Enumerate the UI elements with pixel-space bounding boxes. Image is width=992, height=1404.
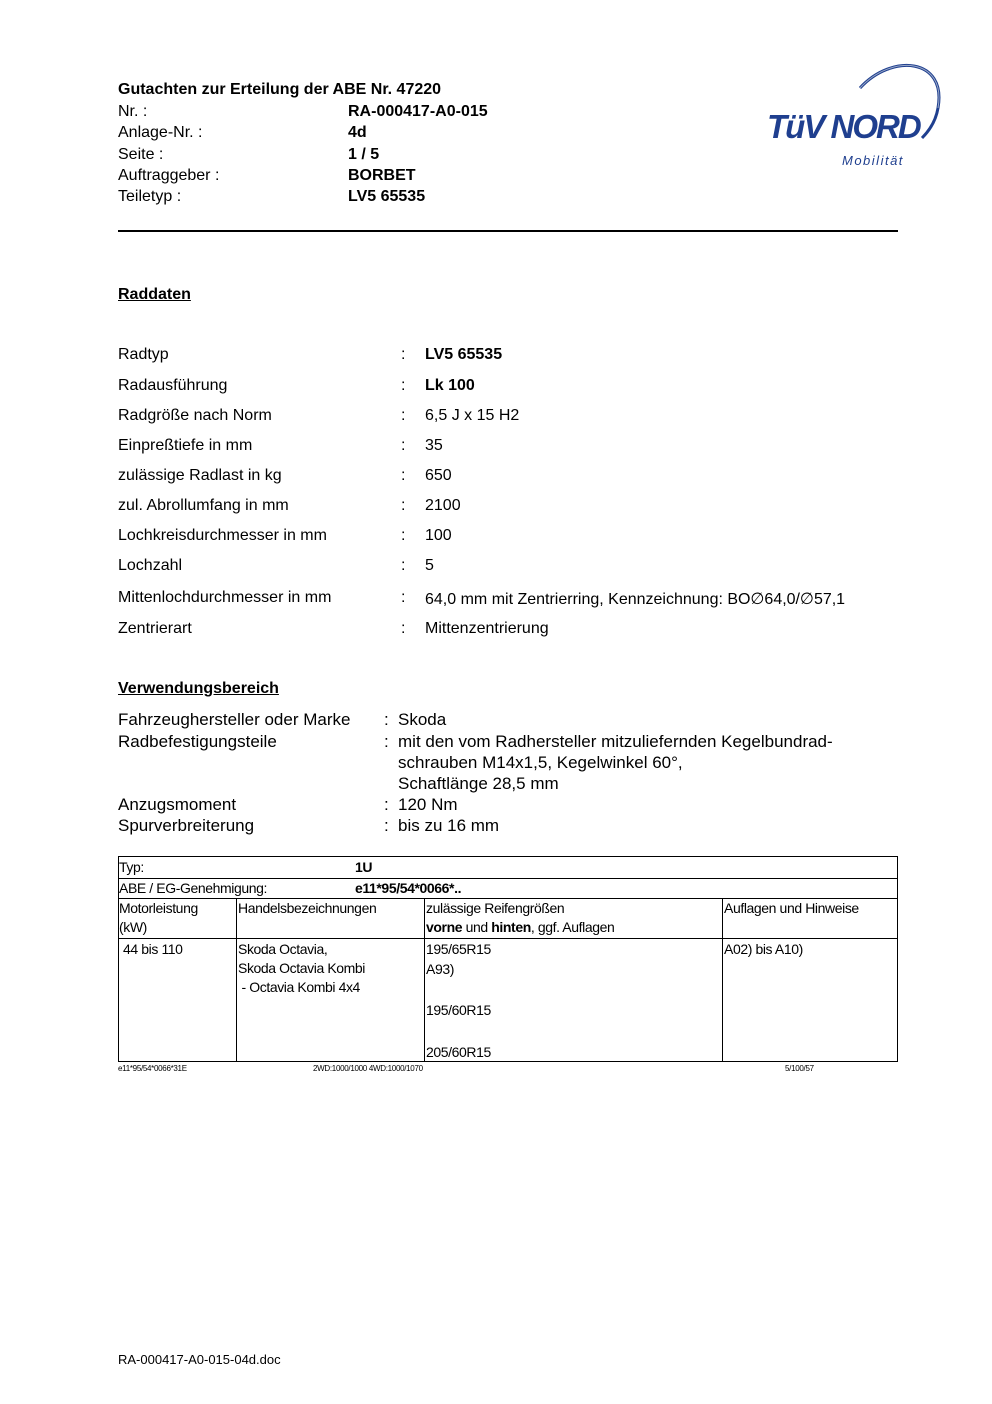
document-filename: RA-000417-A0-015-04d.doc [118,1352,281,1367]
verwendung-label: Radbefestigungsteile [118,732,277,751]
col-header-motor-unit: (kW) [119,919,147,935]
raddaten-label: Lochkreisdurchmesser in mm [118,527,327,544]
verwendung-colon: : [384,710,389,729]
raddaten-colon: : [401,497,406,514]
raddaten-value: 35 [425,437,443,454]
col-header-handel: Handelsbezeichnungen [238,900,377,916]
raddaten-value: 650 [425,467,452,484]
raddaten-value: Lk 100 [425,377,475,394]
raddaten-label: Radausführung [118,377,228,394]
raddaten-label: Radtyp [118,346,169,363]
verwendung-value: Skoda [398,710,447,729]
raddaten-colon: : [401,346,406,363]
raddaten-value: 64,0 mm mit Zentrierring, Kennzeichnung: BO∅64,0/∅57,1 [425,591,846,608]
raddaten-value: 2100 [425,497,461,514]
raddaten-value: 6,5 J x 15 H2 [425,407,520,424]
raddaten-value: Mittenzentrierung [425,620,549,637]
raddaten-label: Lochzahl [118,557,183,574]
typ-label: Typ: [119,859,144,875]
cell-handel-line: Skoda Octavia Kombi [238,960,366,976]
abe-value: e11*95/54*0066*.. [355,880,462,896]
table-col-divider [424,898,425,1061]
raddaten-colon: : [401,377,406,394]
cell-reifen-line: 205/60R15 [426,1044,491,1060]
verwendung-label: Spurverbreiterung [118,816,255,835]
col-header-vorne: vorne [426,919,463,935]
table-footer-right: 5/100/57 [785,1064,814,1073]
header-label: Auftraggeber : [118,167,220,184]
tuv-nord-logo-graphic [762,58,942,170]
verwendung-value: mit den vom Radhersteller mitzuliefernden Kegelbundrad- [398,732,833,751]
raddaten-colon: : [401,407,406,424]
table-col-divider [236,898,237,1061]
verwendung-colon: : [384,732,389,751]
table-footer-left: e11*95/54*0066*31E [118,1064,187,1073]
col-header-reifen: zulässige Reifengrößen [426,900,565,916]
tuv-nord-logo [762,58,942,170]
raddaten-value: 5 [425,557,434,574]
abe-label: ABE / EG-Genehmigung: [119,880,268,896]
logo-sub-text: Mobilität [842,153,904,168]
raddaten-value: 100 [425,527,452,544]
header-value: 1 / 5 [348,146,380,163]
raddaten-label: zulässige Radlast in kg [118,467,282,484]
cell-reifen-line: A93) [426,961,454,977]
raddaten-value: LV5 65535 [425,346,503,363]
col-header-reifen-sub [426,918,614,937]
raddaten-colon: : [401,467,406,484]
verwendung-value: Schaftlänge 28,5 mm [398,774,559,793]
raddaten-label: Radgröße nach Norm [118,407,272,424]
header-label: Seite : [118,146,164,163]
cell-reifen-line: 195/65R15 [426,941,491,957]
verwendung-label: Fahrzeughersteller oder Marke [118,710,351,729]
raddaten-label: zul. Abrollumfang in mm [118,497,289,514]
raddaten-colon: : [401,589,406,606]
raddaten-label: Einpreßtiefe in mm [118,437,253,454]
table-footer-mid: 2WD:1000/1000 4WD:1000/1070 [313,1064,423,1073]
header-value: LV5 65535 [348,188,426,205]
raddaten-colon: : [401,437,406,454]
header-value: 4d [348,124,367,141]
header-label: Anlage-Nr. : [118,124,203,141]
typ-value: 1U [355,859,373,875]
verwendung-colon: : [384,795,389,814]
header-value: RA-000417-A0-015 [348,103,488,120]
header-label: Teiletyp : [118,188,182,205]
col-header-auflagen: Auflagen und Hinweise [724,900,859,916]
cell-auflagen: A02) bis A10) [724,941,803,957]
cell-handel-line: Skoda Octavia, [238,941,328,957]
cell-reifen-line: 195/60R15 [426,1002,491,1018]
header-label: Nr. : [118,103,148,120]
verwendung-colon: : [384,816,389,835]
cell-handel-line: - Octavia Kombi 4x4 [238,979,360,995]
header-divider [118,230,898,232]
header-value: BORBET [348,167,416,184]
verwendung-value: 120 Nm [398,795,458,814]
table-col-divider [722,898,723,1061]
raddaten-label: Mittenlochdurchmesser in mm [118,589,332,606]
col-header-rest: , ggf. Auflagen [530,919,615,935]
document-title: Gutachten zur Erteilung der ABE Nr. 47220 [118,81,442,98]
raddaten-label: Zentrierart [118,620,192,637]
col-header-motor: Motorleistung [119,900,198,916]
raddaten-colon: : [401,527,406,544]
logo-brand-text: TüV NORD [767,108,920,145]
col-header-und: und [462,919,492,935]
raddaten-colon: : [401,620,406,637]
raddaten-colon: : [401,557,406,574]
section-heading-verwendungsbereich: Verwendungsbereich [118,680,279,697]
vehicle-table [118,856,898,1062]
cell-motor: 44 bis 110 [123,941,183,957]
section-heading-raddaten: Raddaten [118,286,191,303]
verwendung-label: Anzugsmoment [118,795,237,814]
col-header-hinten: hinten [491,919,531,935]
verwendung-value: bis zu 16 mm [398,816,500,835]
verwendung-value: schrauben M14x1,5, Kegelwinkel 60°, [398,753,683,772]
